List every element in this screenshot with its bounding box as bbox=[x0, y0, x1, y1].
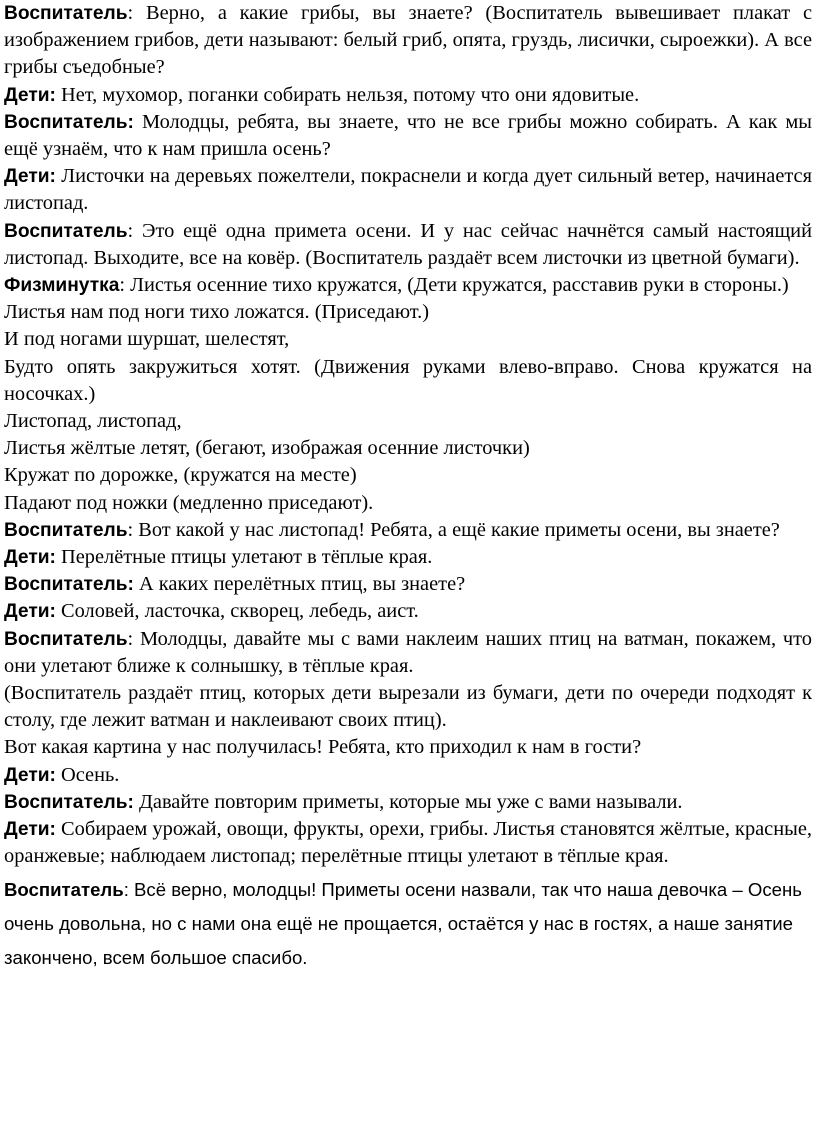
paragraph-text: Молодцы, давайте мы с вами наклеим наших птиц на ватман, покажем, что они улетают ближе к солнышку, в тёплые края. bbox=[4, 627, 812, 677]
speaker-label: Дети: bbox=[4, 764, 56, 786]
paragraph-6: Физминутка: Листья осенние тихо кружатся, (Дети кружатся, расставив руки в стороны.) bbox=[4, 274, 789, 297]
speaker-label: Воспитатель bbox=[4, 220, 128, 242]
paragraph-16 bbox=[4, 571, 812, 598]
paragraph-text: (Воспитатель раздаёт птиц, которых дети вырезали из бумаги, дети по очереди подходят к столу, где лежит ватман и наклеивают своих птиц). bbox=[4, 682, 812, 732]
speaker-label: Воспитатель bbox=[4, 519, 128, 541]
final-paragraph: Воспитатель: Всё верно, молодцы! Приметы осени назвали, так что наша девочка – Осень очень довольна, но с нами она ещё не прощается, остаётся у нас в гостях, а наше занятие закончено, всем большое спасибо. bbox=[4, 878, 802, 968]
speaker-label: Воспитатель: bbox=[4, 111, 134, 133]
paragraph-text: Падают под ножки (медленно приседают). bbox=[4, 491, 374, 514]
paragraph-text: Листья осенние тихо кружатся, (Дети кружатся, расставив руки в стороны.) bbox=[125, 274, 789, 297]
paragraph-text: Это ещё одна примета осени. И у нас сейчас начнётся самый настоящий листопад. Выходите, все на ковёр. (Воспитатель раздаёт всем листочки из цветной бумаги). bbox=[4, 219, 812, 269]
speaker-label: Воспитатель bbox=[4, 628, 128, 650]
paragraph-4 bbox=[4, 163, 812, 217]
paragraph-9 bbox=[4, 354, 812, 408]
paragraph-3 bbox=[4, 109, 812, 163]
paragraph-text: Соловей, ласточка, скворец, лебедь, аист. bbox=[55, 600, 419, 623]
paragraph-text: Кружат по дорожке, (кружатся на месте) bbox=[4, 464, 357, 487]
paragraph-text: Осень. bbox=[55, 763, 120, 786]
paragraph-10 bbox=[4, 408, 812, 435]
paragraph-15 bbox=[4, 544, 812, 571]
paragraph-18: Воспитатель: Молодцы, давайте мы с вами наклеим наших птиц на ватман, покажем, что они улетают ближе к солнышку, в тёплые края. bbox=[4, 627, 812, 677]
paragraph-20 bbox=[4, 734, 812, 761]
paragraph-text: Листопад, листопад, bbox=[4, 410, 182, 433]
speaker-label: Воспитатель bbox=[4, 878, 124, 900]
speaker-label: Воспитатель bbox=[4, 3, 128, 24]
paragraph-21 bbox=[4, 762, 812, 789]
paragraph-text: А каких перелётных птиц, вы знаете? bbox=[133, 573, 466, 596]
paragraph-text: Вот какой у нас листопад! Ребята, а ещё какие приметы осени, вы знаете? bbox=[133, 518, 780, 541]
paragraph-text: Листья нам под ноги тихо ложатся. (Приседают.) bbox=[4, 301, 430, 324]
paragraph-text: Листья жёлтые летят, (бегают, изображая осенние листочки) bbox=[4, 437, 530, 460]
speaker-label: Физминутка bbox=[4, 275, 120, 297]
paragraph-text: И под ногами шуршат, шелестят, bbox=[4, 328, 290, 351]
paragraph-19 bbox=[4, 680, 812, 734]
paragraph-text: Нет, мухомор, поганки собирать нельзя, потому что они ядовитые. bbox=[55, 83, 640, 106]
speaker-label: Дети: bbox=[4, 166, 56, 188]
paragraph-8 bbox=[4, 326, 812, 353]
paragraph-1: Воспитатель: Верно, а какие грибы, вы знаете? (Воспитатель вывешивает плакат с изображением грибов, дети называют: белый гриб, опята, груздь, лисички, сыроежки). А все грибы съедобные? bbox=[4, 2, 812, 79]
paragraph-17 bbox=[4, 598, 812, 625]
paragraph-text: Верно, а какие грибы, вы знаете? (Воспитатель вывешивает плакат с изображением грибов, дети называют: белый гриб, опята, груздь, лисички, сыроежки). А все грибы съедобные? bbox=[4, 2, 812, 79]
speaker-label: Дети: bbox=[4, 819, 56, 841]
paragraph-22 bbox=[4, 789, 812, 816]
paragraph-23 bbox=[4, 816, 812, 870]
paragraph-text: Собираем урожай, овощи, фрукты, орехи, грибы. Листья становятся жёлтые, красные, оранжевые; наблюдаем листопад; перелётные птицы улетают в тёплые края. bbox=[4, 818, 812, 868]
paragraph-13 bbox=[4, 490, 812, 517]
speaker-label: Воспитатель: bbox=[4, 791, 134, 813]
paragraph-11 bbox=[4, 435, 812, 462]
speaker-label: Дети: bbox=[4, 84, 56, 106]
paragraph-2 bbox=[4, 82, 812, 109]
paragraph-12 bbox=[4, 462, 812, 489]
paragraph-7 bbox=[4, 299, 812, 326]
paragraph-5: Воспитатель: Это ещё одна примета осени. И у нас сейчас начнётся самый настоящий листопад. Выходите, все на ковёр. (Воспитатель раздаёт всем листочки из цветной бумаги). bbox=[4, 219, 812, 269]
paragraph-text: Давайте повторим приметы, которые мы уже с вами называли. bbox=[133, 790, 683, 813]
speaker-label: Дети: bbox=[4, 601, 56, 623]
paragraph-text: Перелётные птицы улетают в тёплые края. bbox=[55, 546, 433, 569]
paragraph-text: Вот какая картина у нас получилась! Ребята, кто приходил к нам в гости? bbox=[4, 736, 642, 759]
speaker-label: Дети: bbox=[4, 547, 56, 569]
paragraph-text: Листочки на деревьях пожелтели, покраснели и когда дует сильный ветер, начинается листопад. bbox=[4, 165, 812, 215]
paragraph-14: Воспитатель: Вот какой у нас листопад! Ребята, а ещё какие приметы осени, вы знаете? bbox=[4, 518, 780, 541]
speaker-label: Воспитатель: bbox=[4, 574, 134, 596]
paragraph-text: Молодцы, ребята, вы знаете, что не все грибы можно собирать. А как мы ещё узнаём, что к нам пришла осень? bbox=[4, 110, 812, 161]
paragraph-text: Всё верно, молодцы! Приметы осени назвали, так что наша девочка – Осень очень довольна, но с нами она ещё не прощается, остаётся у нас в гостях, а наше занятие закончено, всем большое спасибо. bbox=[4, 878, 802, 968]
paragraph-text: Будто опять закружиться хотят. (Движения руками влево-вправо. Снова кружатся на носочках.) bbox=[4, 355, 812, 405]
